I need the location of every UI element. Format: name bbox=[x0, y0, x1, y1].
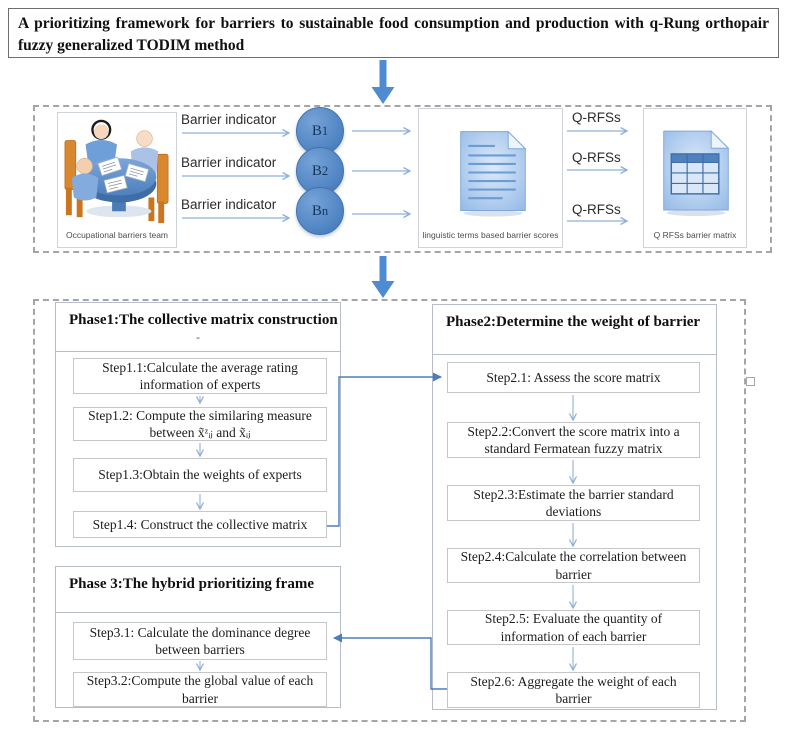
step-2-3: Step2.3:Estimate the barrier standard deviations bbox=[447, 485, 700, 521]
step-2-5: Step2.5: Evaluate the quantity of information of each barrier bbox=[447, 610, 700, 645]
down-arrow-title-to-stage1 bbox=[372, 60, 395, 104]
team-caption: Occupational barriers team bbox=[65, 230, 169, 240]
barrier-node-bn bbox=[296, 187, 344, 235]
step-1-3: Step1.3:Obtain the weights of experts bbox=[73, 458, 327, 492]
node-sub: n bbox=[321, 203, 329, 218]
qrfs-label-3: Q-RFSs bbox=[572, 202, 621, 217]
matrix-caption: Q RFSs barrier matrix bbox=[653, 230, 737, 240]
team-icon bbox=[58, 115, 176, 227]
barrier-indicator-label-2: Barrier indicator bbox=[181, 155, 277, 170]
qrfs-label-2: Q-RFSs bbox=[572, 150, 621, 165]
barrier-matrix-frame bbox=[643, 108, 747, 248]
step-2-4: Step2.4:Calculate the correlation between barrier bbox=[447, 548, 700, 583]
selection-handle bbox=[746, 377, 755, 386]
node-label: B bbox=[311, 122, 322, 139]
qrfs-label-1: Q-RFSs bbox=[572, 110, 621, 125]
step-3-2: Step3.2:Compute the global value of each barrier bbox=[73, 672, 327, 707]
step-1-1: Step1.1:Calculate the average rating information of experts bbox=[73, 358, 327, 394]
node-label: B bbox=[311, 202, 322, 219]
doc-caption: linguistic terms based barrier scores bbox=[422, 230, 559, 240]
team-image-frame bbox=[57, 112, 177, 248]
page-title: A prioritizing framework for barriers to sustainable food consumption and production with q-Rung orthopair fuzzy generalized TODIM method bbox=[8, 8, 779, 58]
document-icon bbox=[455, 125, 531, 220]
barrier-indicator-label-1: Barrier indicator bbox=[181, 112, 277, 127]
node-sub: 2 bbox=[321, 163, 329, 178]
step-2-2: Step2.2:Convert the score matrix into a standard Fermatean fuzzy matrix bbox=[447, 422, 700, 458]
barrier-indicator-label-3: Barrier indicator bbox=[181, 197, 277, 212]
step-3-1: Step3.1: Calculate the dominance degree between barriers bbox=[73, 622, 327, 660]
phase1-header: Phase1:The collective matrix construction bbox=[55, 302, 341, 352]
matrix-table-icon bbox=[658, 126, 734, 218]
down-arrow-stage1-to-phases bbox=[372, 256, 395, 298]
node-sub: 1 bbox=[321, 123, 329, 138]
step-2-1: Step2.1: Assess the score matrix bbox=[447, 362, 700, 393]
linguistic-scores-frame bbox=[418, 108, 563, 248]
phase3-header: Phase 3:The hybrid prioritizing frame bbox=[55, 566, 341, 613]
phase2-header: Phase2:Determine the weight of barrier bbox=[432, 304, 717, 355]
node-label: B bbox=[311, 162, 322, 179]
phase1-dash: - bbox=[196, 330, 200, 344]
step-1-2: Step1.2: Compute the similaring measure between x̃ᶻᵢⱼ and x̃ᵢⱼ bbox=[73, 407, 327, 441]
step-1-4: Step1.4: Construct the collective matrix bbox=[73, 511, 327, 538]
step-2-6: Step2.6: Aggregate the weight of each barrier bbox=[447, 672, 700, 708]
